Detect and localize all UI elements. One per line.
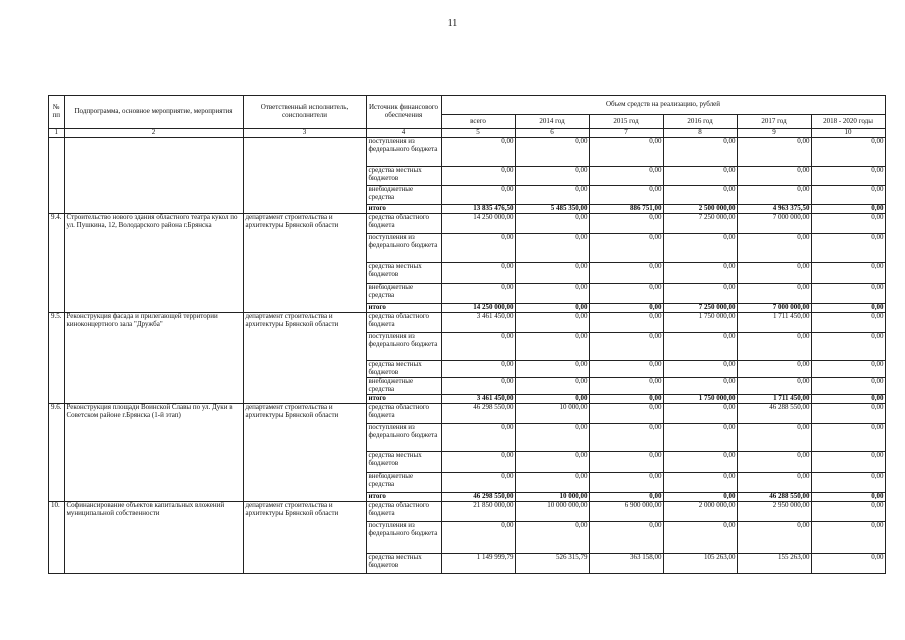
- cell-amount: 2 000 000,00: [663, 502, 737, 522]
- column-number: 8: [663, 129, 737, 138]
- cell-amount: 0,00: [737, 452, 811, 473]
- cell-amount: 0,00: [811, 473, 885, 493]
- cell-amount: 46 288 550,00: [737, 404, 811, 424]
- cell-program: Реконструкция площади Воинской Славы по ул. Дуки в Советском районе г.Брянска (1-й этап): [64, 404, 243, 502]
- header-no: № пп: [49, 96, 65, 129]
- cell-source: внебюджетные средства: [366, 186, 441, 205]
- cell-amount: 0,00: [589, 304, 663, 313]
- cell-amount: 0,00: [441, 138, 515, 167]
- header-2016: 2016 год: [663, 115, 737, 129]
- cell-program: Софинансирование объектов капитальных вложений муниципальной собственности: [64, 502, 243, 574]
- cell-amount: 0,00: [441, 234, 515, 263]
- cell-amount: 14 250 000,00: [441, 214, 515, 234]
- cell-amount: 0,00: [663, 284, 737, 304]
- cell-amount: 0,00: [811, 395, 885, 404]
- cell-amount: 0,00: [441, 167, 515, 186]
- cell-amount: 0,00: [811, 493, 885, 502]
- cell-amount: 0,00: [811, 234, 885, 263]
- cell-amount: 0,00: [663, 333, 737, 361]
- header-all: всего: [441, 115, 515, 129]
- cell-source: итого: [366, 205, 441, 214]
- cell-amount: 3 461 450,00: [441, 313, 515, 333]
- cell-amount: 0,00: [441, 263, 515, 284]
- header-executor: Ответственный исполнитель, соисполнители: [243, 96, 366, 129]
- cell-source: внебюджетные средства: [366, 378, 441, 395]
- cell-amount: 0,00: [663, 138, 737, 167]
- cell-amount: 0,00: [589, 452, 663, 473]
- cell-amount: 0,00: [589, 138, 663, 167]
- cell-amount: 21 850 000,00: [441, 502, 515, 522]
- cell-source: средства областного бюджета: [366, 502, 441, 522]
- cell-amount: 0,00: [737, 522, 811, 554]
- cell-amount: 10 000,00: [515, 404, 589, 424]
- table-row: [49, 404, 886, 424]
- cell-amount: 0,00: [663, 404, 737, 424]
- cell-amount: 0,00: [737, 424, 811, 452]
- cell-source: итого: [366, 493, 441, 502]
- cell-amount: 0,00: [589, 333, 663, 361]
- cell-amount: 7 000 000,00: [737, 214, 811, 234]
- cell-amount: 363 158,00: [589, 554, 663, 574]
- cell-amount: 0,00: [589, 493, 663, 502]
- cell-amount: 0,00: [811, 333, 885, 361]
- cell-amount: 0,00: [663, 522, 737, 554]
- cell-amount: 0,00: [811, 313, 885, 333]
- cell-amount: 0,00: [663, 263, 737, 284]
- cell-amount: 0,00: [589, 263, 663, 284]
- cell-number: [49, 138, 65, 214]
- cell-amount: 1 711 450,00: [737, 313, 811, 333]
- cell-amount: 0,00: [589, 186, 663, 205]
- cell-amount: 1 149 999,79: [441, 554, 515, 574]
- cell-executor: департамент строительства и архитектуры Брянской области: [243, 404, 366, 502]
- table-row: [49, 313, 886, 333]
- cell-source: поступления из федерального бюджета: [366, 234, 441, 263]
- header-2014: 2014 год: [515, 115, 589, 129]
- column-number: 10: [811, 129, 885, 138]
- cell-amount: 0,00: [737, 361, 811, 378]
- cell-amount: 0,00: [663, 424, 737, 452]
- cell-amount: 0,00: [663, 361, 737, 378]
- cell-source: внебюджетные средства: [366, 284, 441, 304]
- cell-amount: 0,00: [589, 214, 663, 234]
- cell-amount: 0,00: [515, 263, 589, 284]
- cell-source: средства областного бюджета: [366, 313, 441, 333]
- cell-amount: 0,00: [589, 378, 663, 395]
- cell-amount: 0,00: [515, 395, 589, 404]
- cell-program: [64, 138, 243, 214]
- cell-amount: 886 751,00: [589, 205, 663, 214]
- cell-amount: 0,00: [811, 284, 885, 304]
- column-number: 1: [49, 129, 65, 138]
- cell-amount: 0,00: [589, 284, 663, 304]
- cell-amount: 1 750 000,00: [663, 313, 737, 333]
- cell-amount: 0,00: [811, 361, 885, 378]
- cell-amount: 0,00: [441, 452, 515, 473]
- cell-amount: 4 963 375,50: [737, 205, 811, 214]
- column-number: 2: [64, 129, 243, 138]
- cell-amount: 0,00: [589, 313, 663, 333]
- cell-amount: 0,00: [441, 333, 515, 361]
- cell-amount: 0,00: [515, 284, 589, 304]
- cell-amount: 0,00: [589, 361, 663, 378]
- cell-amount: 0,00: [589, 167, 663, 186]
- column-number: 9: [737, 129, 811, 138]
- header-row-1: [49, 96, 886, 115]
- header-2017: 2017 год: [737, 115, 811, 129]
- header-program: Подпрограмма, основное мероприятие, мероприятия: [64, 96, 243, 129]
- cell-amount: 0,00: [589, 404, 663, 424]
- cell-amount: 0,00: [811, 404, 885, 424]
- cell-amount: 0,00: [441, 186, 515, 205]
- table-body: [49, 138, 886, 574]
- table-row: [49, 138, 886, 167]
- cell-source: средства местных бюджетов: [366, 167, 441, 186]
- cell-source: средства местных бюджетов: [366, 452, 441, 473]
- cell-amount: 0,00: [515, 214, 589, 234]
- cell-amount: 0,00: [515, 304, 589, 313]
- budget-table: [48, 95, 886, 574]
- cell-amount: 0,00: [811, 424, 885, 452]
- cell-amount: 0,00: [737, 186, 811, 205]
- cell-amount: 0,00: [663, 186, 737, 205]
- column-number: 4: [366, 129, 441, 138]
- cell-amount: 0,00: [441, 361, 515, 378]
- cell-source: поступления из федерального бюджета: [366, 333, 441, 361]
- cell-amount: 1 750 000,00: [663, 395, 737, 404]
- cell-amount: 0,00: [663, 378, 737, 395]
- header-2018-2020: 2018 - 2020 годы: [811, 115, 885, 129]
- cell-program: Строительство нового здания областного театра кукол по ул. Пушкина, 12, Володарского района г.Брянска: [64, 214, 243, 313]
- cell-amount: 0,00: [515, 378, 589, 395]
- cell-source: средства местных бюджетов: [366, 554, 441, 574]
- cell-program: Реконструкция фасада и прилегающей территории киноконцертного зала "Дружба": [64, 313, 243, 404]
- cell-amount: 0,00: [811, 304, 885, 313]
- cell-amount: 0,00: [441, 424, 515, 452]
- cell-source: поступления из федерального бюджета: [366, 138, 441, 167]
- column-numbers-row: [49, 129, 886, 138]
- cell-amount: 0,00: [811, 186, 885, 205]
- cell-amount: 0,00: [811, 205, 885, 214]
- cell-executor: департамент строительства и архитектуры Брянской области: [243, 502, 366, 574]
- cell-amount: 0,00: [515, 138, 589, 167]
- cell-source: средства областного бюджета: [366, 214, 441, 234]
- cell-amount: 105 263,00: [663, 554, 737, 574]
- cell-source: поступления из федерального бюджета: [366, 424, 441, 452]
- cell-amount: 0,00: [737, 234, 811, 263]
- cell-amount: 0,00: [737, 333, 811, 361]
- cell-amount: 0,00: [663, 493, 737, 502]
- cell-number: 9.4.: [49, 214, 65, 313]
- column-number: 5: [441, 129, 515, 138]
- cell-amount: 0,00: [737, 263, 811, 284]
- cell-amount: 0,00: [515, 522, 589, 554]
- cell-source: итого: [366, 395, 441, 404]
- cell-amount: 0,00: [515, 424, 589, 452]
- cell-amount: 526 315,79: [515, 554, 589, 574]
- cell-amount: 0,00: [737, 284, 811, 304]
- cell-amount: 7 250 000,00: [663, 304, 737, 313]
- column-number: 6: [515, 129, 589, 138]
- cell-amount: 0,00: [441, 473, 515, 493]
- cell-amount: 0,00: [811, 263, 885, 284]
- cell-amount: 0,00: [663, 473, 737, 493]
- cell-amount: 10 000,00: [515, 493, 589, 502]
- cell-amount: 7 000 000,00: [737, 304, 811, 313]
- column-number: 7: [589, 129, 663, 138]
- cell-amount: 0,00: [811, 138, 885, 167]
- cell-amount: 0,00: [811, 214, 885, 234]
- cell-source: поступления из федерального бюджета: [366, 522, 441, 554]
- cell-amount: 0,00: [811, 522, 885, 554]
- cell-amount: 2 950 000,00: [737, 502, 811, 522]
- cell-amount: 6 900 000,00: [589, 502, 663, 522]
- cell-amount: 0,00: [441, 284, 515, 304]
- column-number: 3: [243, 129, 366, 138]
- cell-amount: 7 250 000,00: [663, 214, 737, 234]
- cell-amount: 0,00: [515, 473, 589, 493]
- cell-amount: 13 835 476,50: [441, 205, 515, 214]
- cell-amount: 0,00: [811, 452, 885, 473]
- cell-amount: 0,00: [515, 452, 589, 473]
- cell-amount: 0,00: [589, 424, 663, 452]
- cell-executor: департамент строительства и архитектуры Брянской области: [243, 313, 366, 404]
- cell-amount: 0,00: [515, 361, 589, 378]
- page-number: 11: [447, 18, 458, 29]
- cell-executor: [243, 138, 366, 214]
- cell-amount: 46 298 550,00: [441, 493, 515, 502]
- cell-amount: 0,00: [811, 502, 885, 522]
- cell-amount: 0,00: [589, 522, 663, 554]
- cell-amount: 0,00: [737, 473, 811, 493]
- cell-amount: 0,00: [441, 522, 515, 554]
- cell-amount: 0,00: [515, 186, 589, 205]
- cell-amount: 1 711 450,00: [737, 395, 811, 404]
- cell-amount: 10 000 000,00: [515, 502, 589, 522]
- cell-source: средства областного бюджета: [366, 404, 441, 424]
- table-row: [49, 214, 886, 234]
- cell-number: 9.6.: [49, 404, 65, 502]
- cell-amount: 3 461 450,00: [441, 395, 515, 404]
- cell-amount: 0,00: [515, 333, 589, 361]
- cell-executor: департамент строительства и архитектуры Брянской области: [243, 214, 366, 313]
- cell-amount: 0,00: [663, 234, 737, 263]
- cell-amount: 2 500 000,00: [663, 205, 737, 214]
- cell-amount: 5 485 350,00: [515, 205, 589, 214]
- cell-amount: 0,00: [811, 378, 885, 395]
- header-2015: 2015 год: [589, 115, 663, 129]
- cell-amount: 0,00: [441, 378, 515, 395]
- cell-amount: 0,00: [663, 452, 737, 473]
- cell-amount: 0,00: [515, 313, 589, 333]
- table-row: [49, 502, 886, 522]
- cell-amount: 0,00: [737, 138, 811, 167]
- cell-amount: 0,00: [515, 167, 589, 186]
- cell-amount: 0,00: [515, 234, 589, 263]
- header-volume: Объем средств на реализацию, рублей: [441, 96, 885, 115]
- cell-source: средства местных бюджетов: [366, 263, 441, 284]
- cell-amount: 0,00: [737, 167, 811, 186]
- cell-amount: 46 288 550,00: [737, 493, 811, 502]
- cell-amount: 14 250 000,00: [441, 304, 515, 313]
- cell-source: внебюджетные средства: [366, 473, 441, 493]
- cell-amount: 0,00: [589, 234, 663, 263]
- cell-source: средства местных бюджетов: [366, 361, 441, 378]
- cell-amount: 0,00: [737, 378, 811, 395]
- cell-amount: 0,00: [589, 395, 663, 404]
- header-source: Источник финансового обеспечения: [366, 96, 441, 129]
- cell-number: 9.5.: [49, 313, 65, 404]
- cell-number: 10.: [49, 502, 65, 574]
- cell-amount: 0,00: [811, 554, 885, 574]
- cell-amount: 0,00: [811, 167, 885, 186]
- cell-amount: 46 298 550,00: [441, 404, 515, 424]
- cell-amount: 155 263,00: [737, 554, 811, 574]
- cell-amount: 0,00: [589, 473, 663, 493]
- cell-amount: 0,00: [663, 167, 737, 186]
- cell-source: итого: [366, 304, 441, 313]
